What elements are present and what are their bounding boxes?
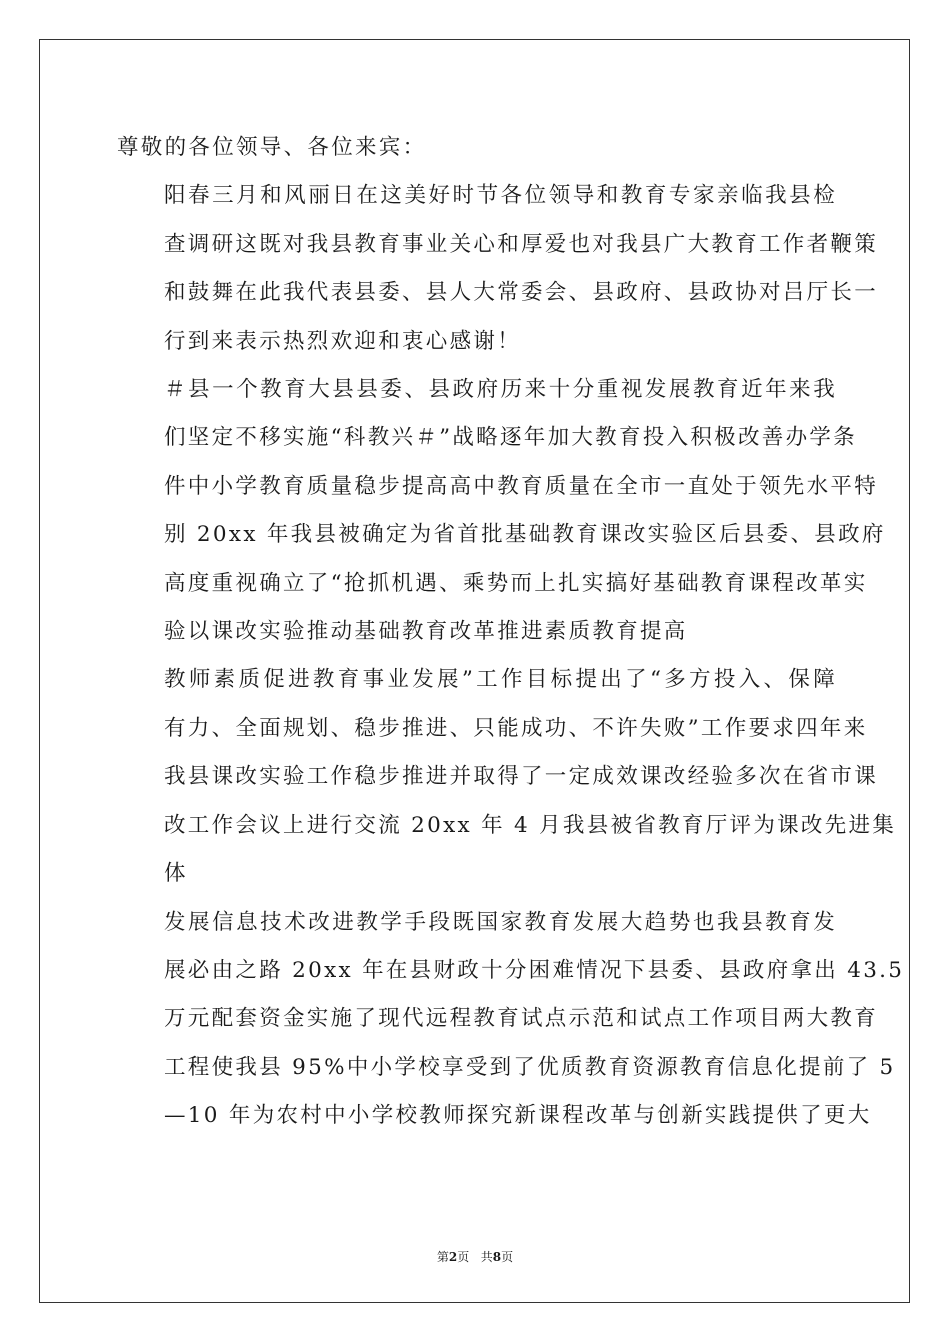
text-line: 件中小学教育质量稳步提高高中教育质量在全市一直处于领先水平特 xyxy=(164,473,879,499)
text-line: 展必由之路 20xx 年在县财政十分困难情况下县委、县政府拿出 43.5 xyxy=(164,957,905,983)
text-line: 验以课改实验推动基础教育改革推进素质教育提高 xyxy=(164,619,688,645)
text-line: 改工作会议上进行交流 20xx 年 4 月我县被省教育厅评为课改先进集 xyxy=(164,812,897,838)
text-line: 教师素质促进教育事业发展”工作目标提出了“多方投入、保障 xyxy=(164,667,837,693)
text-line: —10 年为农村中小学校教师探究新课程改革与创新实践提供了更大 xyxy=(164,1103,872,1129)
text-line: 查调研这既对我县教育事业关心和厚爱也对我县广大教育工作者鞭策 xyxy=(164,231,879,257)
text-line: 尊敬的各位领导、各位来宾： xyxy=(117,135,427,160)
text-line: 我县课改实验工作稳步推进并取得了一定成效课改经验多次在省市课 xyxy=(164,764,879,790)
text-line: 阳春三月和风丽日在这美好时节各位领导和教育专家亲临我县检 xyxy=(164,183,837,209)
text-line: 和鼓舞在此我代表县委、县人大常委会、县政府、县政协对吕厅长一 xyxy=(164,280,879,306)
text-line: 有力、全面规划、稳步推进、只能成功、不许失败”工作要求四年来 xyxy=(164,715,868,741)
paragraph-curriculum-reform xyxy=(117,656,897,898)
paragraph-education-county xyxy=(117,366,886,656)
page-footer xyxy=(0,1248,950,1265)
footer-total-suffix: 页 xyxy=(501,1250,514,1264)
text-line: 行到来表示热烈欢迎和衷心感谢！ xyxy=(164,328,522,354)
text-line: 们坚定不移实施“科教兴＃”战略逐年加大教育投入积极改善办学条 xyxy=(164,425,857,451)
text-line: 工程使我县 95%中小学校享受到了优质教育资源教育信息化提前了 5 xyxy=(164,1054,896,1080)
text-line: 别 20xx 年我县被确定为省首批基础教育课改实验区后县委、县政府 xyxy=(164,522,886,548)
paragraph-welcome xyxy=(117,172,879,366)
footer-page-number: 2 xyxy=(448,1250,458,1264)
footer-page-prefix: 第 xyxy=(436,1250,449,1264)
salutation xyxy=(117,124,837,172)
paragraph-information-technology xyxy=(117,899,905,1141)
text-line: 高度重视确立了“抢抓机遇、乘势而上扎实搞好基础教育课程改革实 xyxy=(164,570,868,596)
footer-page-suffix: 页 xyxy=(457,1250,470,1264)
text-line: ＃县一个教育大县县委、县政府历来十分重视发展教育近年来我 xyxy=(164,377,837,403)
text-line: 万元配套资金实施了现代远程教育试点示范和试点工作项目两大教育 xyxy=(164,1006,879,1032)
document-body xyxy=(117,124,905,1141)
footer-total-pages: 8 xyxy=(492,1250,502,1264)
footer-total-prefix: 共 xyxy=(480,1250,493,1264)
text-line: 体 xyxy=(164,861,188,887)
text-line: 发展信息技术改进教学手段既国家教育发展大趋势也我县教育发 xyxy=(164,909,837,935)
